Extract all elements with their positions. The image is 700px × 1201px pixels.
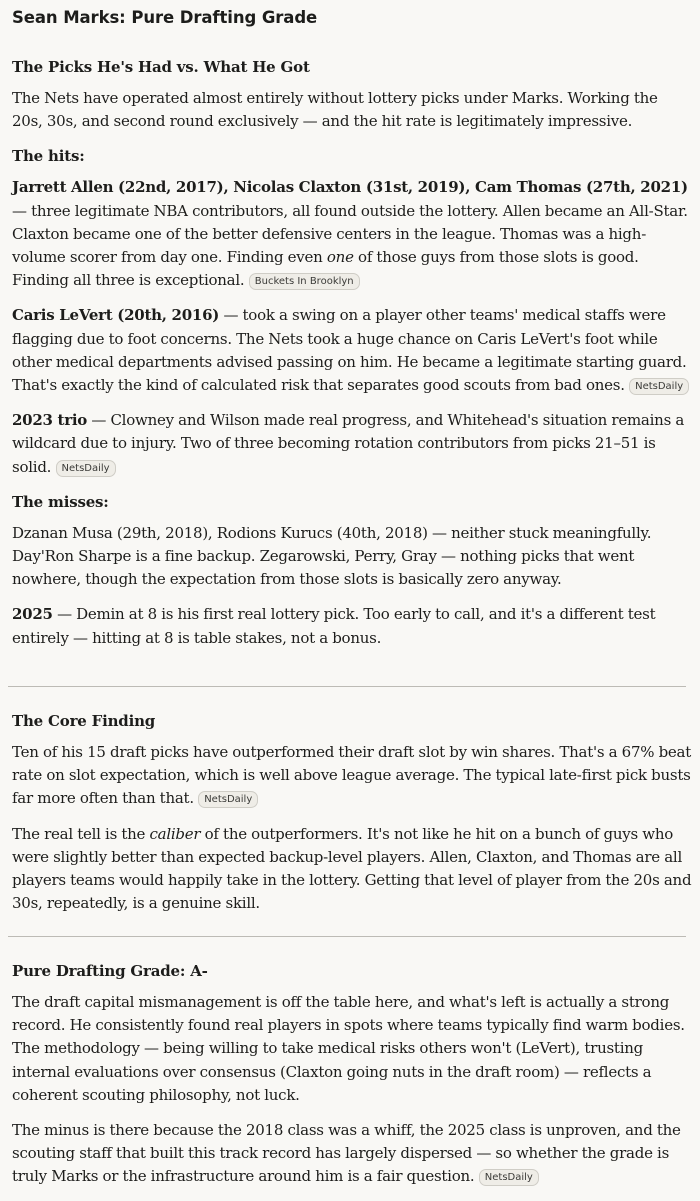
core-finding-emphasis: caliber <box>149 824 201 843</box>
citation-chip[interactable]: NetsDaily <box>479 1169 539 1186</box>
core-finding-text: of the outperformers. It's not like he hit on a bunch of guys who were slightly better than expected backup-level players. Allen, Claxton, and Thomas are all players teams would happily take in the lottery. Getting that level of player from the 20s and 30s, repeatedly, is a genuine skill. <box>12 824 692 913</box>
hit-emphasis: one <box>326 248 354 267</box>
hits-heading: The hits: <box>12 147 85 166</box>
grade-text: The minus is there because the 2018 class was a whiff, the 2025 class is unproven, and the scouting staff that built this track record has largely dispersed — so whether the grade is truly Marks or the infrastructure around him is a fair question. <box>12 1121 681 1186</box>
hit-text: — three legitimate NBA contributors, all found outside the lottery. Allen became an All-Star. Claxton became one of the better defensive centers in the league. Thomas was a high-volume scorer from day one. Finding even <box>12 201 688 267</box>
hit-text: — took a swing on a player other teams' medical staffs were flagging due to foot concerns. The Nets took a huge chance on Caris LeVert's foot while other medical departments advised passing on him. He became a legitimate starting guard. That's exactly the kind of calculated risk that separates good scouts from bad ones. <box>12 306 687 395</box>
section-heading-core-finding: The Core Finding <box>12 712 156 730</box>
pick-2025-paragraph <box>12 603 692 649</box>
hit-paragraph-levert <box>12 304 692 397</box>
grade-paragraph-1: The draft capital mismanagement is off the table here, and what's left is actually a strong record. He consistently found real players in spots where teams typically find warm bodies. The methodology — being willing to take medical risks others won't (LeVert), trusting internal evaluations over consensus (Claxton going nuts in the draft room) — reflects a coherent scouting philosophy, not luck. <box>12 993 685 1104</box>
misses-heading: The misses: <box>12 492 109 511</box>
section-divider <box>8 686 686 687</box>
hit-lead: 2023 trio <box>12 411 88 430</box>
citation-chip[interactable]: NetsDaily <box>629 378 689 395</box>
hit-paragraph-allen-claxton-thomas <box>12 176 692 292</box>
hit-text: of those guys from those slots is good. Finding all three is exceptional. <box>12 248 639 290</box>
pick-2025-text: — Demin at 8 is his first real lottery pick. Too early to call, and it's a different test entirely — hitting at 8 is table stakes, not a bonus. <box>12 605 656 647</box>
citation-chip[interactable]: NetsDaily <box>198 791 258 808</box>
citation-chip[interactable]: NetsDaily <box>56 460 116 477</box>
grade-paragraph-2 <box>12 1119 692 1189</box>
section-heading-picks: The Picks He's Had vs. What He Got <box>12 58 310 76</box>
core-finding-paragraph-2 <box>12 823 692 916</box>
core-finding-paragraph-1 <box>12 741 692 811</box>
misses-paragraph: Dzanan Musa (29th, 2018), Rodions Kurucs (40th, 2018) — neither stuck meaningfully. Day'Ron Sharpe is a fine backup. Zegarowski, Perry, Gray — nothing picks that went nowhere, though the expectation from those slots is basically zero anyway. <box>12 523 652 589</box>
core-finding-text: The real tell is the <box>12 824 150 843</box>
hit-paragraph-2023-trio <box>12 409 692 479</box>
pick-2025-lead: 2025 <box>12 605 53 624</box>
core-finding-section <box>12 710 692 927</box>
section-heading-grade: Pure Drafting Grade: A- <box>12 962 208 980</box>
core-finding-text: Ten of his 15 draft picks have outperformed their draft slot by win shares. That's a 67% beat rate on slot expectation, which is well above league average. The typical late-first pick busts far more often than that. <box>12 743 692 808</box>
picks-intro: The Nets have operated almost entirely without lottery picks under Marks. Working the 20s, 30s, and second round exclusively — and the hit rate is legitimately impressive. <box>12 89 658 131</box>
hit-lead: Caris LeVert (20th, 2016) <box>12 306 220 325</box>
grade-section <box>12 960 692 1201</box>
section-divider <box>8 936 686 937</box>
hit-text: — Clowney and Wilson made real progress, and Whitehead's situation remains a wildcard due to injury. Two of three becoming rotation contributors from picks 21–51 is solid. <box>12 411 685 476</box>
citation-chip[interactable]: Buckets In Brooklyn <box>249 273 360 290</box>
document <box>12 6 692 662</box>
page-title: Sean Marks: Pure Drafting Grade <box>12 8 318 27</box>
hit-lead: Jarrett Allen (22nd, 2017), Nicolas Claxton (31st, 2019), Cam Thomas (27th, 2021) <box>12 178 688 197</box>
